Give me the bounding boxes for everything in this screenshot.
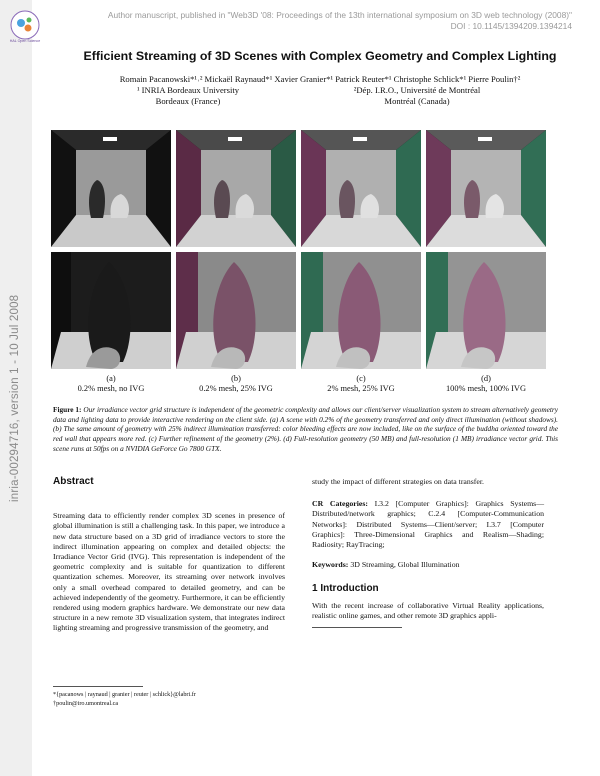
header-doi: DOI : 10.1145/1394209.1394214 — [450, 21, 572, 31]
hal-logo-icon — [6, 6, 44, 44]
render-d-scene — [426, 130, 546, 247]
cr-label: CR Categories: — [312, 499, 368, 509]
keywords-text: 3D Streaming, Global Illumination — [350, 560, 460, 570]
render-a-closeup — [51, 252, 171, 369]
figure-caption-label: Figure 1: — [53, 405, 82, 414]
figure-caption — [53, 405, 558, 454]
footnote-1: *{pacanows | raynaud | granier | reuter | schlick}@labri.fr — [53, 691, 196, 698]
panel-c-label: 2% mesh, 25% IVG — [327, 384, 395, 393]
introduction-heading: 1 Introduction — [312, 583, 379, 595]
cr-text: I.3.2 [Computer Graphics]: Graphics Systems—Distributed/network graphics; C.2.4 [Computer-Communication Networks]: Distributed Systems—Client/server; I.3.7 [Computer Graphics]: Three-Dimensional Graphics and Realism—Shading; Radiosity; RayTracing; — [312, 499, 545, 550]
hal-identifier: inria-00294716, version 1 - 10 Jul 2008 — [9, 294, 21, 502]
render-c-closeup — [301, 252, 421, 369]
panel-a-caption — [46, 374, 176, 394]
affiliation-1 — [108, 85, 268, 107]
affiliation-2 — [332, 85, 502, 107]
footnotes — [53, 690, 285, 708]
footnote-rule — [53, 686, 143, 687]
panel-c-caption — [296, 374, 426, 394]
render-b-scene — [176, 130, 296, 247]
left-column — [53, 477, 285, 640]
abstract-continuation: study the impact of different strategies on data transfer. — [312, 477, 484, 486]
panel-b-letter: (b) — [231, 374, 241, 383]
header-publication: Author manuscript, published in "Web3D '08: Proceedings of the 13th international symposium on 3D web technology (2008)" — [107, 10, 572, 20]
render-a-scene — [51, 130, 171, 247]
render-d-closeup — [426, 252, 546, 369]
panel-a-letter: (a) — [106, 374, 116, 383]
hal-logo-text: HAL Open Science — [9, 39, 41, 43]
hal-sidebar — [0, 0, 32, 776]
affiliation-2-name: ²Dép. I.R.O., Université de Montréal — [353, 85, 481, 95]
panel-b-caption — [171, 374, 301, 394]
panel-d-label: 100% mesh, 100% IVG — [445, 384, 527, 393]
panel-a-label: 0.2% mesh, no IVG — [77, 384, 145, 393]
introduction-rule — [312, 627, 402, 628]
footnote-2: †poulin@iro.umontreal.ca — [53, 700, 119, 707]
keywords — [312, 560, 544, 570]
panel-d-caption — [421, 374, 551, 394]
paper-title: Efficient Streaming of 3D Scenes with Complex Geometry and Complex Lighting — [83, 49, 557, 63]
affiliation-1-name: ¹ INRIA Bordeaux University — [136, 85, 240, 95]
right-column — [312, 477, 544, 628]
abstract-text: Streaming data to efficiently render complex 3D scenes in presence of global illumination is still a challenging task. In this paper, we introduce a new data structure based on a 3D grid of irradiance vectors to store the indirect illumination appearing on complex and detailed objects: the Irradiance Vector Grid (IVG). This representation is independent of the geometric complexity and is suitable for quantization to different quantization schemes. Moreover, its streaming over network involves only a small overhead compared to detailed geometry, and can be achieved independently of the geometry. Furthermore, it can be efficiently rendered using modern graphics hardware. We demonstrate our new data structure in a new remote 3D visualization system, that integrates indirect lighting streaming and progressive transmission of the geometry, and — [53, 511, 285, 633]
manuscript-header — [108, 10, 572, 32]
figure-caption-text: Our irradiance vector grid structure is independent of the geometric complexity and allows our client/server visualization system to stream alternatively geometry data and lighting data to provide interactive rendering on the client side. (a) A scene with 0.2% of the geometry transferred and only direct illumination (without shadows). (b) The same amount of geometry with 25% indirect illumination transferred: color bleeding effects are now included, like on the surface of the buddha oriented toward the red wall that appears more red. (c) Further refinement of the geometry (2%). (d) Full-resolution geometry (50 MB) and full-resolution (1 MB) irradiance vector grid. This scene runs at 50fps on a NVIDIA GeForce Go 7800 GTX. — [53, 405, 558, 453]
panel-b-label: 0.2% mesh, 25% IVG — [199, 384, 273, 393]
affiliation-2-place: Montréal (Canada) — [384, 96, 450, 106]
affiliation-1-place: Bordeaux (France) — [155, 96, 221, 106]
render-c-scene — [301, 130, 421, 247]
render-b-closeup — [176, 252, 296, 369]
keywords-label: Keywords: — [312, 560, 349, 570]
introduction-text: With the recent increase of collaborative Virtual Reality applications, realistic online games, and other remote 3D graphics appli- — [312, 600, 544, 620]
paper-authors: Romain Pacanowski*¹˒² Mickaël Raynaud*¹ Xavier Granier*¹ Patrick Reuter*¹ Christophe Schlick*¹ Pierre Poulin†² — [119, 74, 521, 84]
abstract-heading: Abstract — [53, 476, 94, 487]
cr-categories — [312, 499, 544, 550]
panel-c-letter: (c) — [356, 374, 366, 383]
panel-d-letter: (d) — [481, 374, 491, 383]
